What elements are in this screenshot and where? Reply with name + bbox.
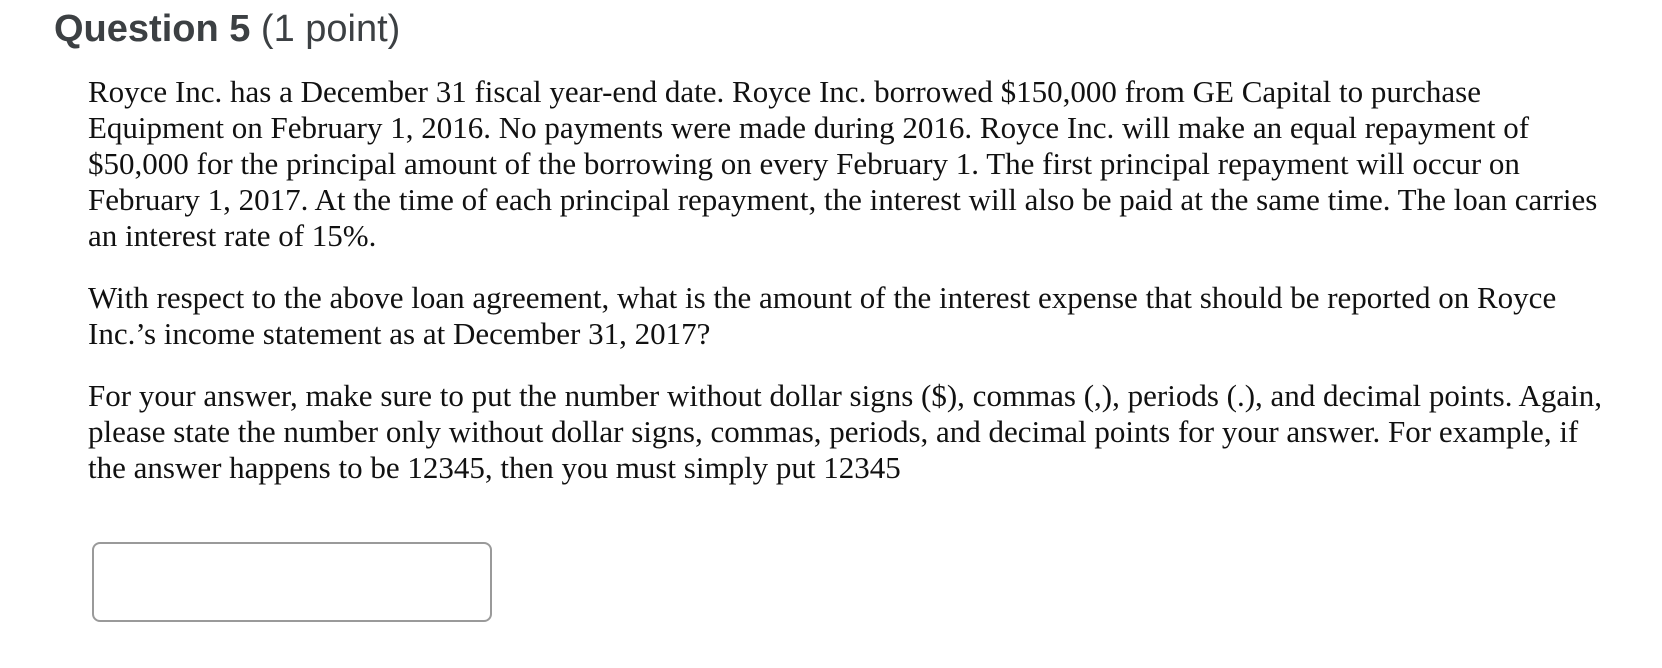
question-paragraph-prompt: With respect to the above loan agreement, what is the amount of the interest expense that should be reported on Royce Inc.’s income statement as at December 31, 2017? <box>88 280 1557 351</box>
question-title: Question 5 <box>54 8 251 50</box>
answer-input[interactable] <box>92 542 492 622</box>
question-points: (1 point) <box>250 8 401 50</box>
question-header <box>54 4 400 54</box>
question-paragraph-instructions: For your answer, make sure to put the number without dollar signs ($), commas (,), periods (.), and decimal points. Again, please state the number only without dollar signs, commas, periods, and decimal points for your answer. For example, if the answer happens to be 12345, then you must simply put 12345 <box>88 378 1603 485</box>
question-body <box>88 74 1608 486</box>
question-paragraph-scenario: Royce Inc. has a December 31 fiscal year-end date. Royce Inc. borrowed $150,000 from GE Capital to purchase Equipment on February 1, 2016. No payments were made during 2016. Royce Inc. will make an equal repayment of $50,000 for the principal amount of the borrowing on every February 1. The first principal repayment will occur on February 1, 2017. At the time of each principal repayment, the interest will also be paid at the same time. The loan carries an interest rate of 15%. <box>88 74 1598 253</box>
